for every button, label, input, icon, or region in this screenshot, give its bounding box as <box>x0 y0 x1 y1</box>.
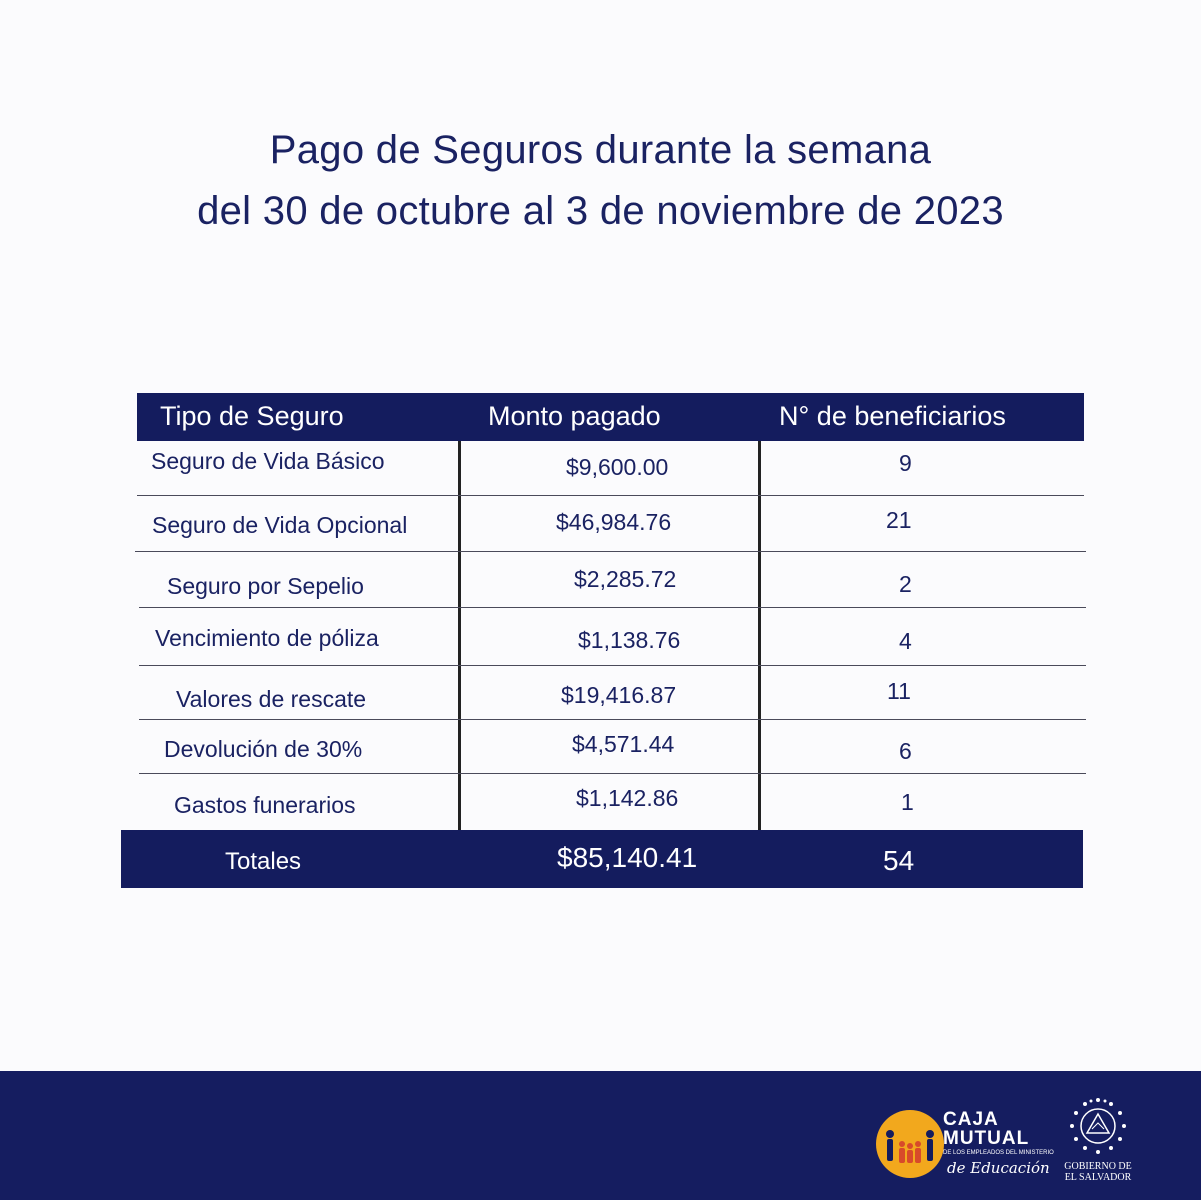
row-monto: $19,416.87 <box>561 682 677 708</box>
logo-sub-text: DE LOS EMPLEADOS DEL MINISTERIO <box>943 1150 1054 1156</box>
row-monto: $9,600.00 <box>566 454 669 480</box>
page-title-line2: del 30 de octubre al 3 de noviembre de 2023 <box>197 189 1004 233</box>
row-divider <box>139 773 1086 774</box>
logo-script-text: de Educación <box>947 1159 1050 1177</box>
row-divider <box>139 665 1086 666</box>
row-divider <box>139 607 1086 608</box>
header-beneficiarios: N° de beneficiarios <box>779 401 1006 431</box>
column-divider <box>458 441 461 830</box>
gov-line2: EL SALVADOR <box>1064 1172 1132 1183</box>
header-tipo: Tipo de Seguro <box>160 401 344 431</box>
totals-label: Totales <box>225 848 302 875</box>
row-divider <box>137 495 1084 496</box>
row-monto: $4,571.44 <box>572 731 675 757</box>
family-icon <box>876 1110 944 1178</box>
row-divider <box>139 719 1086 720</box>
logo-caja-text: CAJA <box>943 1109 999 1130</box>
row-tipo: Vencimiento de póliza <box>155 625 379 651</box>
row-monto: $46,984.76 <box>556 509 672 535</box>
row-tipo: Gastos funerarios <box>174 792 356 818</box>
row-beneficiarios: 4 <box>899 628 912 654</box>
caja-mutual-logo-icon <box>876 1110 944 1178</box>
row-tipo: Valores de rescate <box>176 686 367 712</box>
row-monto: $1,138.76 <box>578 627 681 653</box>
el-salvador-seal-icon <box>1068 1096 1128 1156</box>
totals-beneficiarios: 54 <box>883 845 915 876</box>
row-beneficiarios: 2 <box>899 571 912 597</box>
row-beneficiarios: 21 <box>886 507 912 533</box>
row-tipo: Seguro por Sepelio <box>167 573 364 599</box>
row-beneficiarios: 6 <box>899 738 912 764</box>
header-monto: Monto pagado <box>488 401 661 431</box>
row-tipo: Seguro de Vida Básico <box>151 448 385 474</box>
row-beneficiarios: 11 <box>887 678 911 704</box>
gov-line1: GOBIERNO DE <box>1064 1161 1132 1172</box>
totals-monto: $85,140.41 <box>557 842 698 873</box>
row-tipo: Devolución de 30% <box>164 736 363 762</box>
row-tipo: Seguro de Vida Opcional <box>152 512 408 538</box>
page-title-line1: Pago de Seguros durante la semana <box>269 128 932 172</box>
column-divider <box>758 441 761 830</box>
row-beneficiarios: 1 <box>901 789 914 815</box>
row-beneficiarios: 9 <box>899 450 912 476</box>
row-divider <box>135 551 1086 552</box>
logo-mutual-text: MUTUAL <box>943 1128 1030 1149</box>
row-monto: $1,142.86 <box>576 785 679 811</box>
row-monto: $2,285.72 <box>574 566 677 592</box>
